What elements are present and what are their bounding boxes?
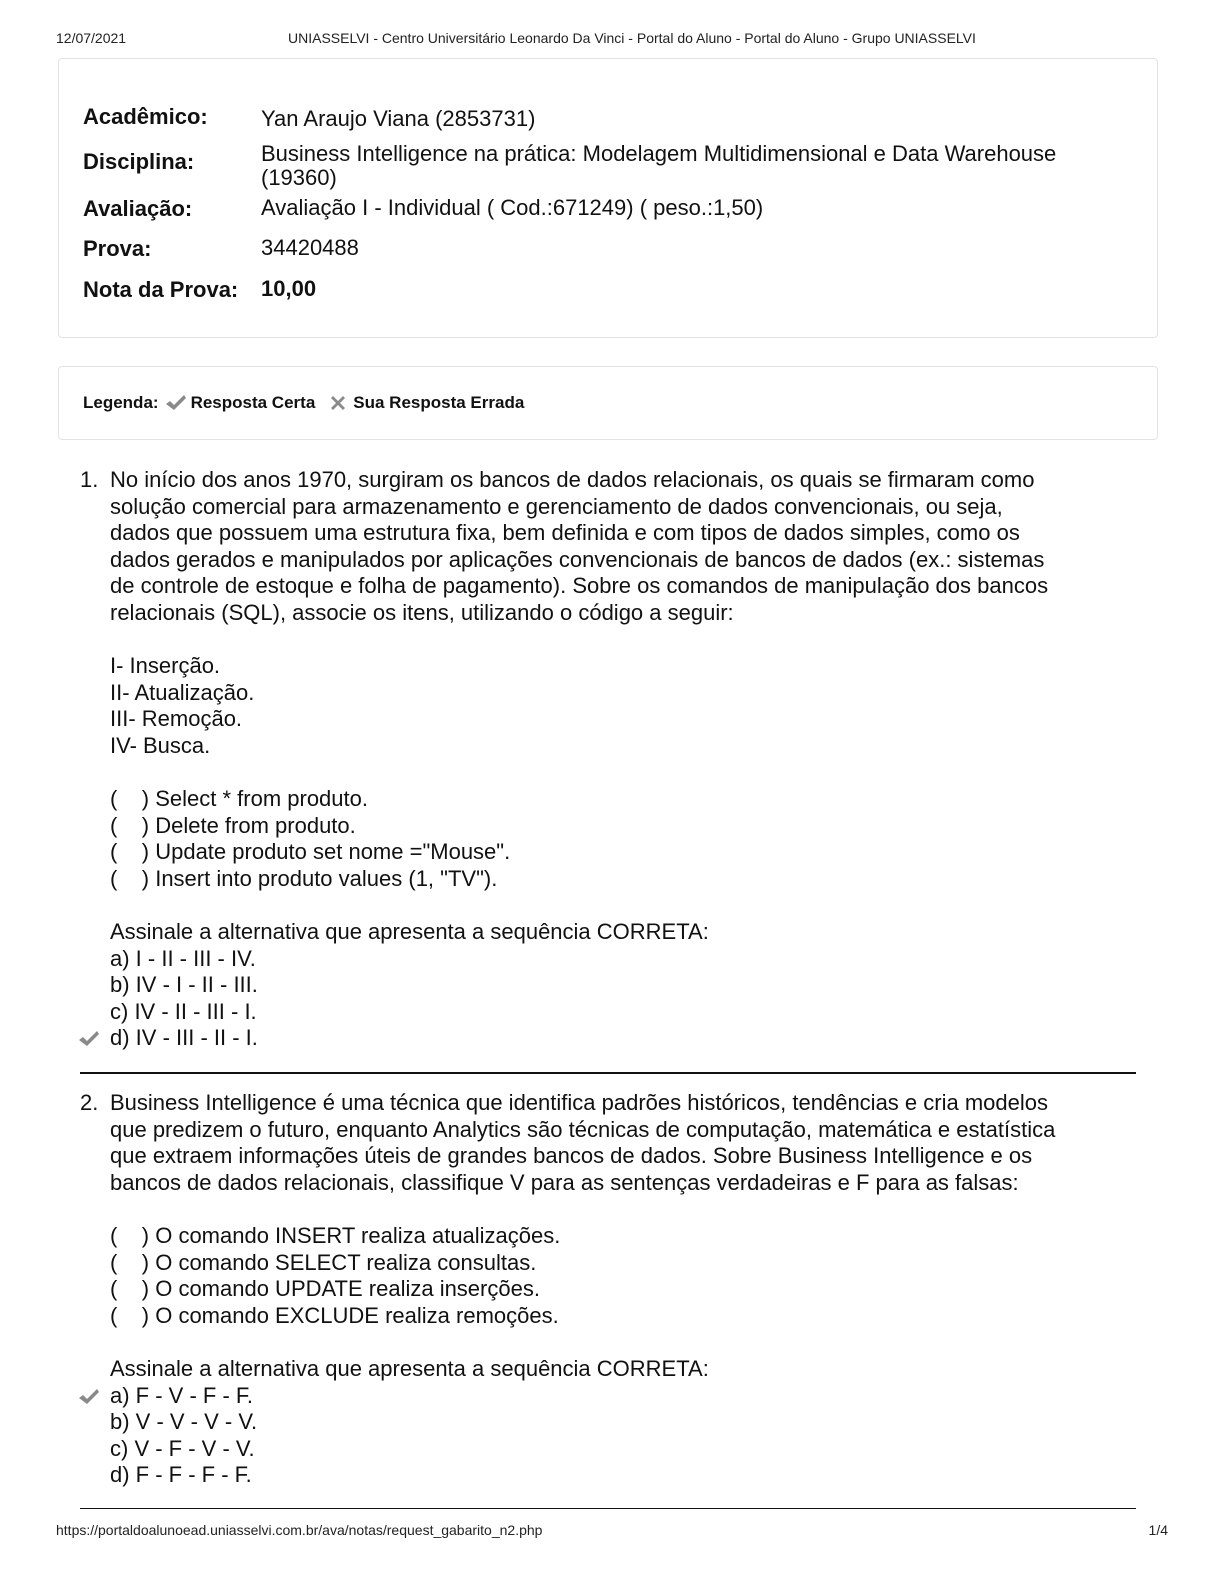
statement-line: ( ) Update produto set nome ="Mouse". — [110, 839, 511, 865]
correct-answer-check-icon — [77, 1030, 101, 1048]
prova-label: Prova: — [83, 236, 152, 261]
stem-line: solução comercial para armazenamento e gerenciamento de dados convencionais, ou seja, — [110, 493, 1003, 519]
statement-line: ( ) Insert into produto values (1, "TV"). — [110, 865, 498, 891]
exam-info-card — [58, 58, 1158, 338]
correct-answer-check-icon — [77, 1388, 101, 1406]
alternative-c — [110, 1436, 1136, 1463]
question-body — [110, 1090, 1136, 1489]
academico-label: Acadêmico: — [83, 104, 208, 129]
alternative-text: c) IV - II - III - I. — [110, 998, 257, 1024]
item-line: III- Remoção. — [110, 706, 243, 732]
stem-line: que extraem informações úteis de grandes bancos de dados. Sobre Business Intelligence e os — [110, 1143, 1033, 1169]
alternative-b — [110, 972, 1136, 999]
alternative-a — [110, 1383, 1136, 1410]
statement-line: ( ) Delete from produto. — [110, 812, 356, 838]
statement-line: ( ) O comando UPDATE realiza inserções. — [110, 1276, 540, 1302]
print-date: 12/07/2021 — [56, 30, 127, 46]
stem-line: Business Intelligence é uma técnica que identifica padrões históricos, tendências e cria modelos — [110, 1090, 1048, 1115]
question-number: 2. — [80, 1090, 99, 1115]
stem-line: dados que possuem uma estrutura fixa, bem definida e com tipos de dados simples, como os — [110, 520, 1020, 546]
avaliacao-label: Avaliação: — [83, 196, 193, 221]
question-number: 1. — [80, 467, 99, 492]
alternative-d — [110, 1025, 1136, 1052]
prova-value: 34420488 — [261, 235, 359, 260]
alternative-d — [110, 1462, 1136, 1489]
stem-line: de controle de estoque e folha de pagamento). Sobre os comandos de manipulação dos bancos — [110, 573, 1049, 599]
print-header — [56, 30, 1168, 48]
item-line: I- Inserção. — [110, 653, 221, 679]
question-divider — [80, 1072, 1136, 1074]
nota-label: Nota da Prova: — [83, 277, 239, 302]
print-title: UNIASSELVI - Centro Universitário Leonardo Da Vinci - Portal do Aluno - Portal do Aluno - Grupo UNIASSELVI — [288, 30, 976, 46]
item-line: IV- Busca. — [110, 732, 211, 758]
alternative-text: a) I - II - III - IV. — [110, 945, 256, 971]
statement-line: ( ) O comando INSERT realiza atualizações. — [110, 1222, 561, 1248]
print-footer — [56, 1522, 1168, 1540]
alternative-text: b) V - V - V - V. — [110, 1409, 258, 1435]
alternative-text: a) F - V - F - F. — [110, 1382, 253, 1408]
stem-line: dados gerados e manipulados por aplicações convencionais de bancos de dados (ex.: sistemas — [110, 546, 1045, 572]
legend-correct: Resposta Certa — [190, 393, 316, 412]
alternative-text: d) IV - III - II - I. — [110, 1025, 258, 1051]
page-url: https://portaldoalunoead.uniasselvi.com.br/ava/notas/request_gabarito_n2.php — [56, 1522, 543, 1538]
legend-wrong: Sua Resposta Errada — [353, 393, 525, 412]
alternative-text: c) V - F - V - V. — [110, 1435, 255, 1461]
alternative-text: b) IV - I - II - III. — [110, 972, 258, 998]
stem-line: No início dos anos 1970, surgiram os bancos de dados relacionais, os quais se firmaram como — [110, 467, 1035, 492]
stem-line: relacionais (SQL), associe os itens, utilizando o código a seguir: — [110, 599, 734, 625]
alternative-b — [110, 1409, 1136, 1436]
legend — [83, 393, 524, 413]
disciplina-label: Disciplina: — [83, 149, 195, 174]
avaliacao-value: Avaliação I - Individual ( Cod.:671249) ( peso.:1,50) — [261, 195, 764, 220]
academico-value: Yan Araujo Viana (2853731) — [261, 106, 536, 131]
stem-line: bancos de dados relacionais, classifique V para as sentenças verdadeiras e F para as falsas: — [110, 1169, 1019, 1195]
nota-value: 10,00 — [261, 276, 317, 301]
alternative-text: d) F - F - F - F. — [110, 1462, 252, 1488]
cross-icon — [327, 393, 349, 413]
page-bottom-divider — [80, 1508, 1136, 1509]
check-icon — [165, 393, 187, 413]
statement-line: ( ) O comando SELECT realiza consultas. — [110, 1249, 537, 1275]
legend-card — [58, 366, 1158, 440]
statement-line: ( ) O comando EXCLUDE realiza remoções. — [110, 1302, 559, 1328]
stem-line: que predizem o futuro, enquanto Analytics são técnicas de computação, matemática e estatística — [110, 1116, 1056, 1142]
item-line: II- Atualização. — [110, 679, 255, 705]
alternative-a — [110, 946, 1136, 973]
statement-line: ( ) Select * from produto. — [110, 786, 368, 812]
legend-label: Legenda: — [83, 393, 159, 412]
alternative-c — [110, 999, 1136, 1026]
question-prompt: Assinale a alternativa que apresenta a sequência CORRETA: — [110, 919, 709, 945]
page-number: 1/4 — [1148, 1522, 1168, 1538]
disciplina-value: Business Intelligence na prática: Modelagem Multidimensional e Data Warehouse (19360) — [261, 141, 1057, 190]
question-body — [110, 467, 1136, 1052]
question-prompt: Assinale a alternativa que apresenta a sequência CORRETA: — [110, 1355, 709, 1381]
